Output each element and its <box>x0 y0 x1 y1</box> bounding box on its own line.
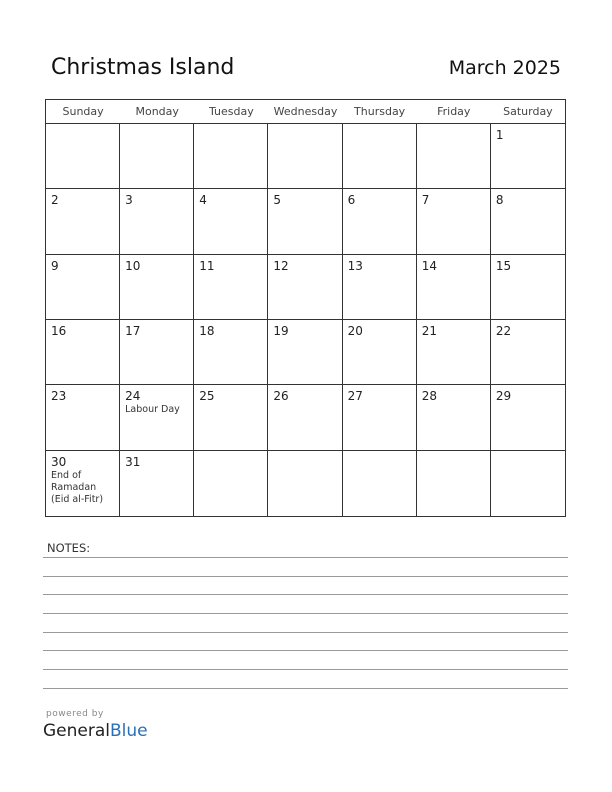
day-number: 15 <box>495 258 512 273</box>
day-cell[interactable] <box>194 255 268 320</box>
note-line <box>43 576 568 577</box>
day-cell[interactable] <box>268 255 342 320</box>
day-cell[interactable] <box>268 385 342 450</box>
day-cell[interactable] <box>417 320 491 385</box>
day-cell[interactable] <box>343 385 417 450</box>
day-cell[interactable] <box>120 255 194 320</box>
day-number: 8 <box>495 193 504 208</box>
day-number: 10 <box>125 258 141 273</box>
note-line <box>43 669 568 670</box>
day-number: 27 <box>347 389 363 404</box>
day-cell[interactable] <box>343 124 417 189</box>
day-number: 31 <box>125 454 141 469</box>
weekday-header-sunday: Sunday <box>46 100 120 124</box>
day-cell[interactable] <box>46 451 120 516</box>
day-cell[interactable] <box>194 189 268 254</box>
day-cell[interactable] <box>194 320 268 385</box>
day-cell[interactable] <box>268 124 342 189</box>
day-cell[interactable] <box>491 385 565 450</box>
day-number: 21 <box>421 324 437 338</box>
brand-name-general: General <box>43 721 110 741</box>
weekday-header-friday: Friday <box>417 100 491 124</box>
day-cell[interactable] <box>120 451 194 516</box>
day-cell[interactable] <box>120 124 194 189</box>
day-number: 12 <box>273 258 289 273</box>
day-number: 6 <box>347 193 356 208</box>
day-cell[interactable] <box>268 320 342 385</box>
day-number: 11 <box>199 258 215 273</box>
brand-logo[interactable] <box>43 721 148 741</box>
day-number: 30 <box>51 454 67 469</box>
day-cell[interactable] <box>268 451 342 516</box>
day-cell[interactable] <box>417 385 491 450</box>
day-cell[interactable] <box>46 124 120 189</box>
day-cell[interactable] <box>417 189 491 254</box>
day-number: 14 <box>421 258 437 273</box>
calendar-title: Christmas Island <box>51 55 235 80</box>
day-number: 19 <box>273 324 289 338</box>
day-cell[interactable] <box>194 124 268 189</box>
day-cell[interactable] <box>343 320 417 385</box>
weekday-header-saturday: Saturday <box>491 100 565 124</box>
day-number: 2 <box>51 193 59 208</box>
day-cell[interactable] <box>120 189 194 254</box>
note-line <box>43 557 568 558</box>
weekday-header-wednesday: Wednesday <box>268 100 342 124</box>
day-number: 17 <box>125 324 141 338</box>
day-cell[interactable] <box>343 255 417 320</box>
note-line <box>43 688 568 689</box>
day-number: 4 <box>199 193 207 208</box>
day-number: 1 <box>495 128 504 142</box>
day-number: 28 <box>421 389 437 404</box>
day-number: 5 <box>273 193 282 208</box>
day-cell[interactable] <box>46 189 120 254</box>
day-number: 23 <box>51 389 67 404</box>
day-number: 7 <box>421 193 430 208</box>
note-line <box>43 613 568 614</box>
day-cell[interactable] <box>46 385 120 450</box>
day-number: 20 <box>347 324 363 338</box>
day-cell[interactable] <box>268 189 342 254</box>
day-number: 29 <box>495 389 512 404</box>
day-cell[interactable] <box>120 320 194 385</box>
calendar-month: March 2025 <box>448 57 561 79</box>
powered-by-text: powered by <box>46 709 104 719</box>
brand-name-blue: Blue <box>110 721 148 741</box>
day-number: 25 <box>199 389 215 404</box>
holiday-label: End of Ramadan (Eid al-Fitr) <box>51 469 104 505</box>
day-cell[interactable] <box>417 124 491 189</box>
weekday-header-monday: Monday <box>120 100 194 124</box>
note-line <box>43 632 568 633</box>
day-cell[interactable] <box>417 451 491 516</box>
weekday-header-tuesday: Tuesday <box>194 100 268 124</box>
day-cell[interactable] <box>194 385 268 450</box>
day-number: 24 <box>125 389 141 404</box>
day-cell[interactable] <box>120 385 194 450</box>
note-line <box>43 650 568 651</box>
day-cell[interactable] <box>343 189 417 254</box>
day-cell[interactable] <box>417 255 491 320</box>
day-cell[interactable] <box>491 255 565 320</box>
day-cell[interactable] <box>343 451 417 516</box>
day-number: 26 <box>273 389 289 404</box>
day-cell[interactable] <box>491 451 565 516</box>
weekday-header-thursday: Thursday <box>343 100 417 124</box>
day-cell[interactable] <box>491 124 565 189</box>
day-cell[interactable] <box>46 255 120 320</box>
holiday-label: Labour Day <box>125 404 180 416</box>
day-cell[interactable] <box>491 320 565 385</box>
day-number: 13 <box>347 258 363 273</box>
note-line <box>43 594 568 595</box>
day-cell[interactable] <box>194 451 268 516</box>
day-number: 22 <box>495 324 512 338</box>
notes-label: NOTES: <box>47 541 91 555</box>
calendar-grid <box>45 99 566 517</box>
day-number: 16 <box>51 324 67 338</box>
day-number: 3 <box>125 193 133 208</box>
day-number: 18 <box>199 324 215 338</box>
day-cell[interactable] <box>491 189 565 254</box>
day-number: 9 <box>51 258 59 273</box>
day-cell[interactable] <box>46 320 120 385</box>
